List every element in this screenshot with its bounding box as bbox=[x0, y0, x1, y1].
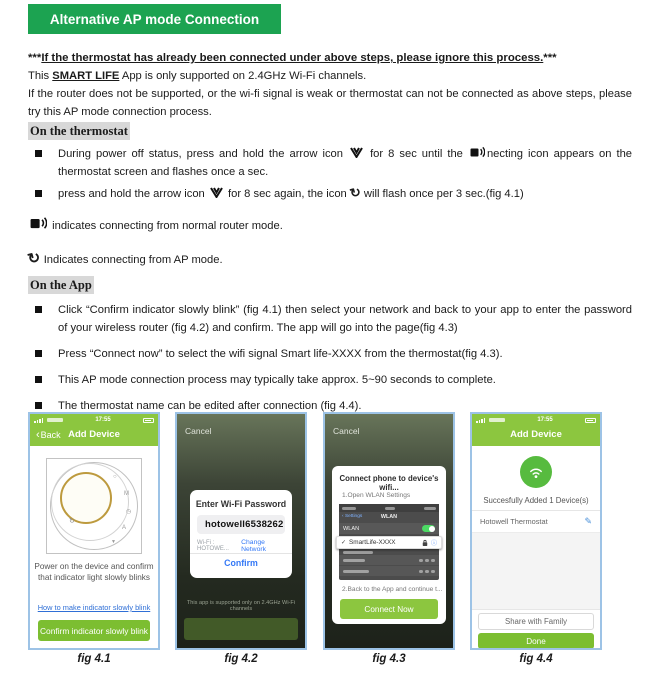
router-mode-note: indicates connecting from normal router mode. bbox=[28, 216, 632, 235]
router-connecting-icon bbox=[30, 216, 47, 230]
support-note: This app is supported only on 2.4GHz Wi-Fi channels bbox=[186, 600, 296, 612]
router-connecting-icon bbox=[470, 146, 485, 158]
cancel-button[interactable]: Cancel bbox=[333, 426, 360, 436]
settings-back-link[interactable]: ‹ Settings bbox=[342, 514, 363, 519]
indicator-icon: ↻ bbox=[69, 518, 75, 525]
edit-pencil-icon[interactable]: ✎ bbox=[584, 516, 592, 526]
step2-label: 2.Back to the App and continue t... bbox=[342, 586, 443, 593]
nav-bar bbox=[472, 426, 600, 446]
section-banner bbox=[28, 4, 281, 34]
modal-title: Enter Wi-Fi Password bbox=[195, 499, 287, 509]
bullet-rename: The thermostat name can be edited after connection (fig 4.4). bbox=[28, 397, 632, 415]
figure-caption: fig 4.3 bbox=[372, 653, 406, 665]
wifi-icon bbox=[528, 466, 544, 479]
password-value: hotowell6538262 bbox=[205, 519, 284, 530]
status-bar bbox=[339, 504, 439, 512]
figure-caption: fig 4.1 bbox=[77, 653, 111, 665]
confirm-blink-button[interactable]: Confirm indicator slowly blink bbox=[38, 620, 150, 641]
status-time: 17:55 bbox=[537, 417, 553, 423]
divider bbox=[190, 553, 292, 554]
status-bar bbox=[472, 414, 600, 426]
network-name: SmartLife-XXXX bbox=[349, 539, 396, 546]
dimmed-action-button bbox=[184, 618, 298, 640]
password-input[interactable] bbox=[197, 515, 285, 534]
smart-life-emphasis: SMART LIFE bbox=[52, 70, 120, 82]
info-icon: ⓘ bbox=[430, 541, 437, 547]
nav-bar bbox=[30, 426, 158, 446]
mode-m-icon: M bbox=[124, 491, 129, 497]
router-line: If the router does not be supported, or the wi-fi signal is weak or thermostat can not be connected as above steps, please try this AP mode connection process. bbox=[28, 88, 632, 118]
screenshot-fig41 bbox=[28, 412, 160, 650]
page-title: Add Device bbox=[510, 429, 562, 440]
bullet-duration: This AP mode connection process may typically take approx. 5~90 seconds to complete. bbox=[28, 371, 632, 389]
back-button[interactable]: ‹Back bbox=[36, 429, 61, 441]
ap-mode-icon: ↻ bbox=[25, 248, 43, 269]
doc-body bbox=[25, 49, 633, 415]
clock-icon: ◷ bbox=[126, 509, 132, 515]
wlan-nav-title: WLAN bbox=[380, 513, 398, 520]
screenshot-fig42 bbox=[175, 412, 307, 650]
smartlife-line: This SMART LIFE App is only supported on 2.4GHz Wi-Fi channels. bbox=[28, 70, 367, 82]
wlan-settings-screenshot bbox=[339, 504, 439, 580]
done-button[interactable]: Done bbox=[478, 633, 594, 649]
dial-face bbox=[60, 472, 112, 524]
carrier-label bbox=[489, 418, 505, 422]
selected-network-row[interactable] bbox=[336, 536, 442, 549]
settings-nav bbox=[339, 512, 439, 521]
signal-icon bbox=[476, 418, 485, 423]
ap-mode-note: ↻ Indicates connecting from AP mode. bbox=[25, 248, 223, 269]
ap-mode-icon: ↻ bbox=[348, 183, 363, 202]
bullet-square-icon bbox=[35, 402, 42, 409]
figure-caption: fig 4.2 bbox=[224, 653, 258, 665]
cancel-button[interactable]: Cancel bbox=[185, 426, 212, 436]
arrow-down-icon bbox=[350, 147, 363, 158]
network-row-dimmed[interactable] bbox=[339, 566, 439, 576]
power-icon: ○ bbox=[113, 474, 117, 480]
device-name: Hotowell Thermostat bbox=[480, 517, 548, 526]
wlan-toggle[interactable] bbox=[422, 525, 435, 532]
status-time: 17:55 bbox=[95, 417, 111, 423]
auto-a-icon: A bbox=[122, 525, 127, 531]
confirm-button[interactable]: Confirm bbox=[224, 558, 258, 568]
screenshot-fig43 bbox=[323, 412, 455, 650]
other-networks-header bbox=[339, 549, 439, 554]
status-bar bbox=[30, 414, 158, 426]
bullet-press-again: press and hold the arrow icon for 8 sec again, the icon ↻ will flash once per 3 sec.(fig 4.1) bbox=[28, 185, 632, 203]
connect-now-button[interactable]: Connect Now bbox=[340, 599, 438, 619]
instruction-text: Power on the device and confirm that indicator light slowly blinks bbox=[34, 562, 154, 582]
signal-icon bbox=[34, 418, 43, 423]
bullet-square-icon bbox=[35, 306, 42, 313]
app-header bbox=[30, 414, 158, 446]
change-network-link[interactable]: Change Network bbox=[241, 539, 267, 553]
arrow-down-icon: ▼ bbox=[111, 539, 116, 545]
back-chevron-icon: ‹ bbox=[36, 429, 40, 441]
connect-wifi-modal bbox=[332, 466, 446, 624]
battery-icon bbox=[143, 418, 154, 423]
modal-title: Connect phone to device's wifi... bbox=[339, 474, 439, 492]
bullet-square-icon bbox=[35, 150, 42, 157]
bullet-square-icon bbox=[35, 350, 42, 357]
app-header bbox=[472, 414, 600, 446]
figure-caption: fig 4.4 bbox=[519, 653, 553, 665]
page-title: Add Device bbox=[68, 429, 120, 440]
network-row bbox=[197, 539, 285, 553]
success-message: Succesfully Added 1 Device(s) bbox=[483, 496, 589, 505]
section-title: Alternative AP mode Connection bbox=[49, 11, 260, 27]
share-family-button[interactable]: Share with Family bbox=[478, 613, 594, 630]
bullet-confirm-blink: Click “Confirm indicator slowly blink” (fig 4.1) then select your network and back to your app to enter the password of your wireless router (fig 4.2) and confirm. The app will go into the page(fig 4.3) bbox=[28, 301, 632, 337]
device-row[interactable] bbox=[472, 511, 600, 533]
bullet-connect-now: Press “Connect now” to select the wifi signal Smart life-XXXX from the thermostat(fig 4.3). bbox=[28, 345, 632, 363]
bullet-power-off: During power off status, press and hold the arrow icon for 8 sec until the necting icon appears on the thermostat screen and flashes once a sec. bbox=[28, 145, 632, 181]
step1-label: 1.Open WLAN Settings bbox=[342, 492, 411, 499]
lock-icon bbox=[422, 539, 428, 547]
wifi-password-modal bbox=[190, 490, 292, 578]
bullet-square-icon bbox=[35, 376, 42, 383]
screenshot-fig44 bbox=[470, 412, 602, 650]
success-badge bbox=[520, 456, 552, 488]
bullet-square-icon bbox=[35, 190, 42, 197]
current-wifi-label: Wi-Fi : HOTOWE... bbox=[197, 540, 229, 552]
device-list-panel bbox=[472, 510, 600, 610]
heading-on-thermostat: On the thermostat bbox=[30, 124, 128, 138]
carrier-label bbox=[47, 418, 63, 422]
thermostat-illustration bbox=[46, 458, 142, 554]
warning-line: ***If the thermostat has already been connected under above steps, please ignore this process.*** bbox=[28, 52, 557, 64]
check-icon: ✓ bbox=[341, 540, 347, 546]
battery-icon bbox=[585, 418, 596, 423]
help-link[interactable]: How to make indicator slowly blink bbox=[37, 603, 151, 612]
arrow-down-icon bbox=[210, 187, 223, 198]
wlan-toggle-row: WLAN bbox=[339, 523, 439, 534]
heading-on-app: On the App bbox=[30, 278, 92, 292]
network-row-dimmed[interactable] bbox=[339, 555, 439, 565]
